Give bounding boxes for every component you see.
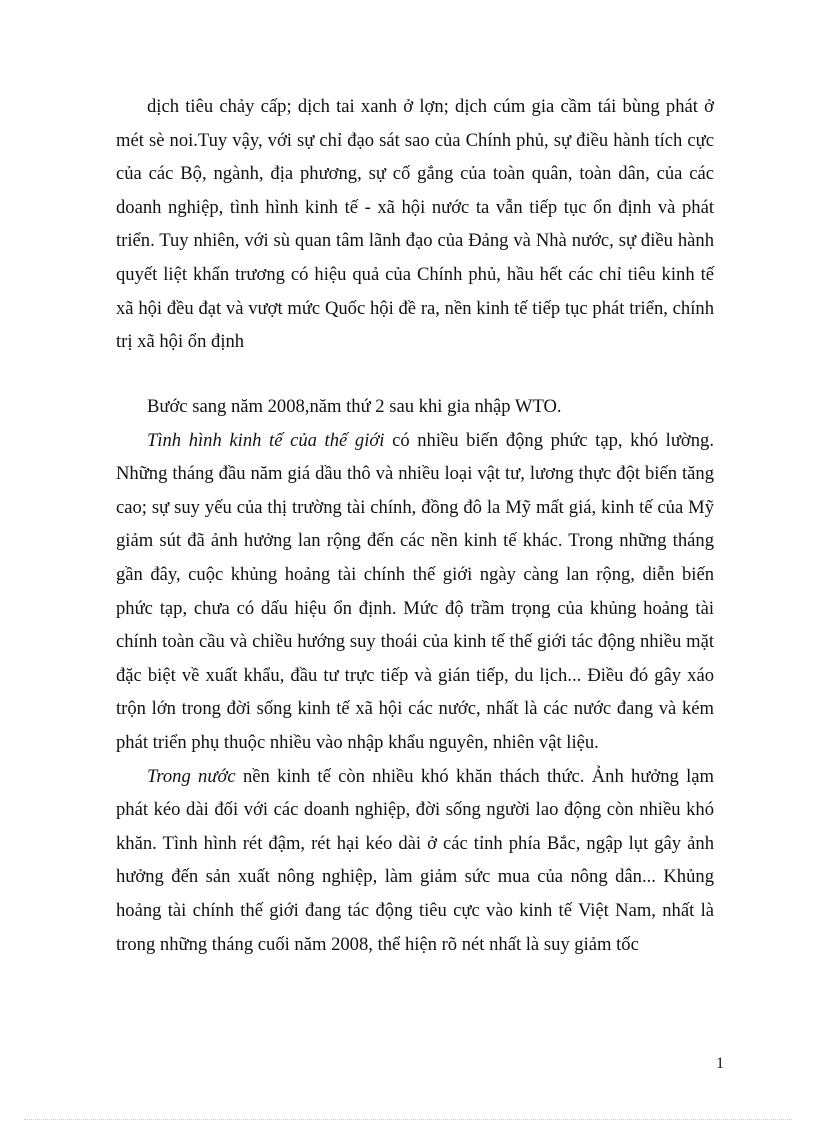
text-block-lower <box>116 390 714 961</box>
paragraph-3 <box>116 424 714 760</box>
text-block-upper <box>116 90 714 359</box>
paragraph-4 <box>116 760 714 962</box>
paragraph-3-body: có nhiều biến động phức tạp, khó lường. Những tháng đầu năm giá dầu thô và nhiều loại vật tư, lương thực đột biến tăng cao; sự suy yếu của thị trường tài chính, đồng đô la Mỹ mất giá, kinh tế của Mỹ giảm sút đã ảnh hưởng lan rộng đến các nền kinh tế khác. Trong những tháng gần đây, cuộc khủng hoảng tài chính thế giới ngày càng lan rộng, diễn biến phức tạp, chưa có dấu hiệu ổn định. Mức độ trầm trọng của khủng hoảng tài chính toàn cầu và chiều hướng suy thoái của kinh tế thế giới tác động nhiều mặt đặc biệt về xuất khẩu, đầu tư trực tiếp và gián tiếp, du lịch... Điều đó gây xáo trộn lớn trong đời sống kinh tế xã hội các nước, nhất là các nước đang và kém phát triển phụ thuộc nhiều vào nhập khẩu nguyên, nhiên vật liệu. <box>116 429 715 753</box>
paragraph-4-body: nền kinh tế còn nhiều khó khăn thách thức. Ảnh hưởng lạm phát kéo dài đối với các doanh nghiệp, đời sống người lao động còn nhiều khó khăn. Tình hình rét đậm, rét hại kéo dài ở các tỉnh phía Bắc, ngập lụt gây ảnh hưởng đến sản xuất nông nghiệp, làm giảm sức mua của nông dân... Khủng hoảng tài chính thế giới đang tác động tiêu cực vào kinh tế Việt Nam, nhất là trong những tháng cuối năm 2008, thể hiện rõ nét nhất là suy giảm tốc <box>116 765 714 955</box>
paragraph-1: dịch tiêu chảy cấp; dịch tai xanh ở lợn; dịch cúm gia cầm tái bùng phát ở mét sè noi.Tuy vậy, với sự chỉ đạo sát sao của Chính phủ, sự điều hành tích cực của các Bộ, ngành, địa phương, sự cố gắng của toàn quân, toàn dân, của các doanh nghiệp, tình hình kinh tế - xã hội nước ta vẫn tiếp tục ổn định và phát triển. Tuy nhiên, với sù quan tâm lãnh đạo của Đảng và Nhà nước, sự điều hành quyết liệt khẩn trương có hiệu quả của Chính phủ, hầu hết các chỉ tiêu kinh tế xã hội đều đạt và vượt mức Quốc hội đề ra, nền kinh tế tiếp tục phát triển, chính trị xã hội ổn định <box>116 96 714 353</box>
page-bottom-divider <box>24 1119 792 1120</box>
paragraph-2: Bước sang năm 2008,năm thứ 2 sau khi gia nhập WTO. <box>147 396 562 417</box>
paragraph-3-italic-lead: Tình hình kinh tế của thế giới <box>147 429 385 451</box>
page-number: 1 <box>716 1055 724 1072</box>
paragraph-4-italic-lead: Trong nước <box>147 765 236 787</box>
